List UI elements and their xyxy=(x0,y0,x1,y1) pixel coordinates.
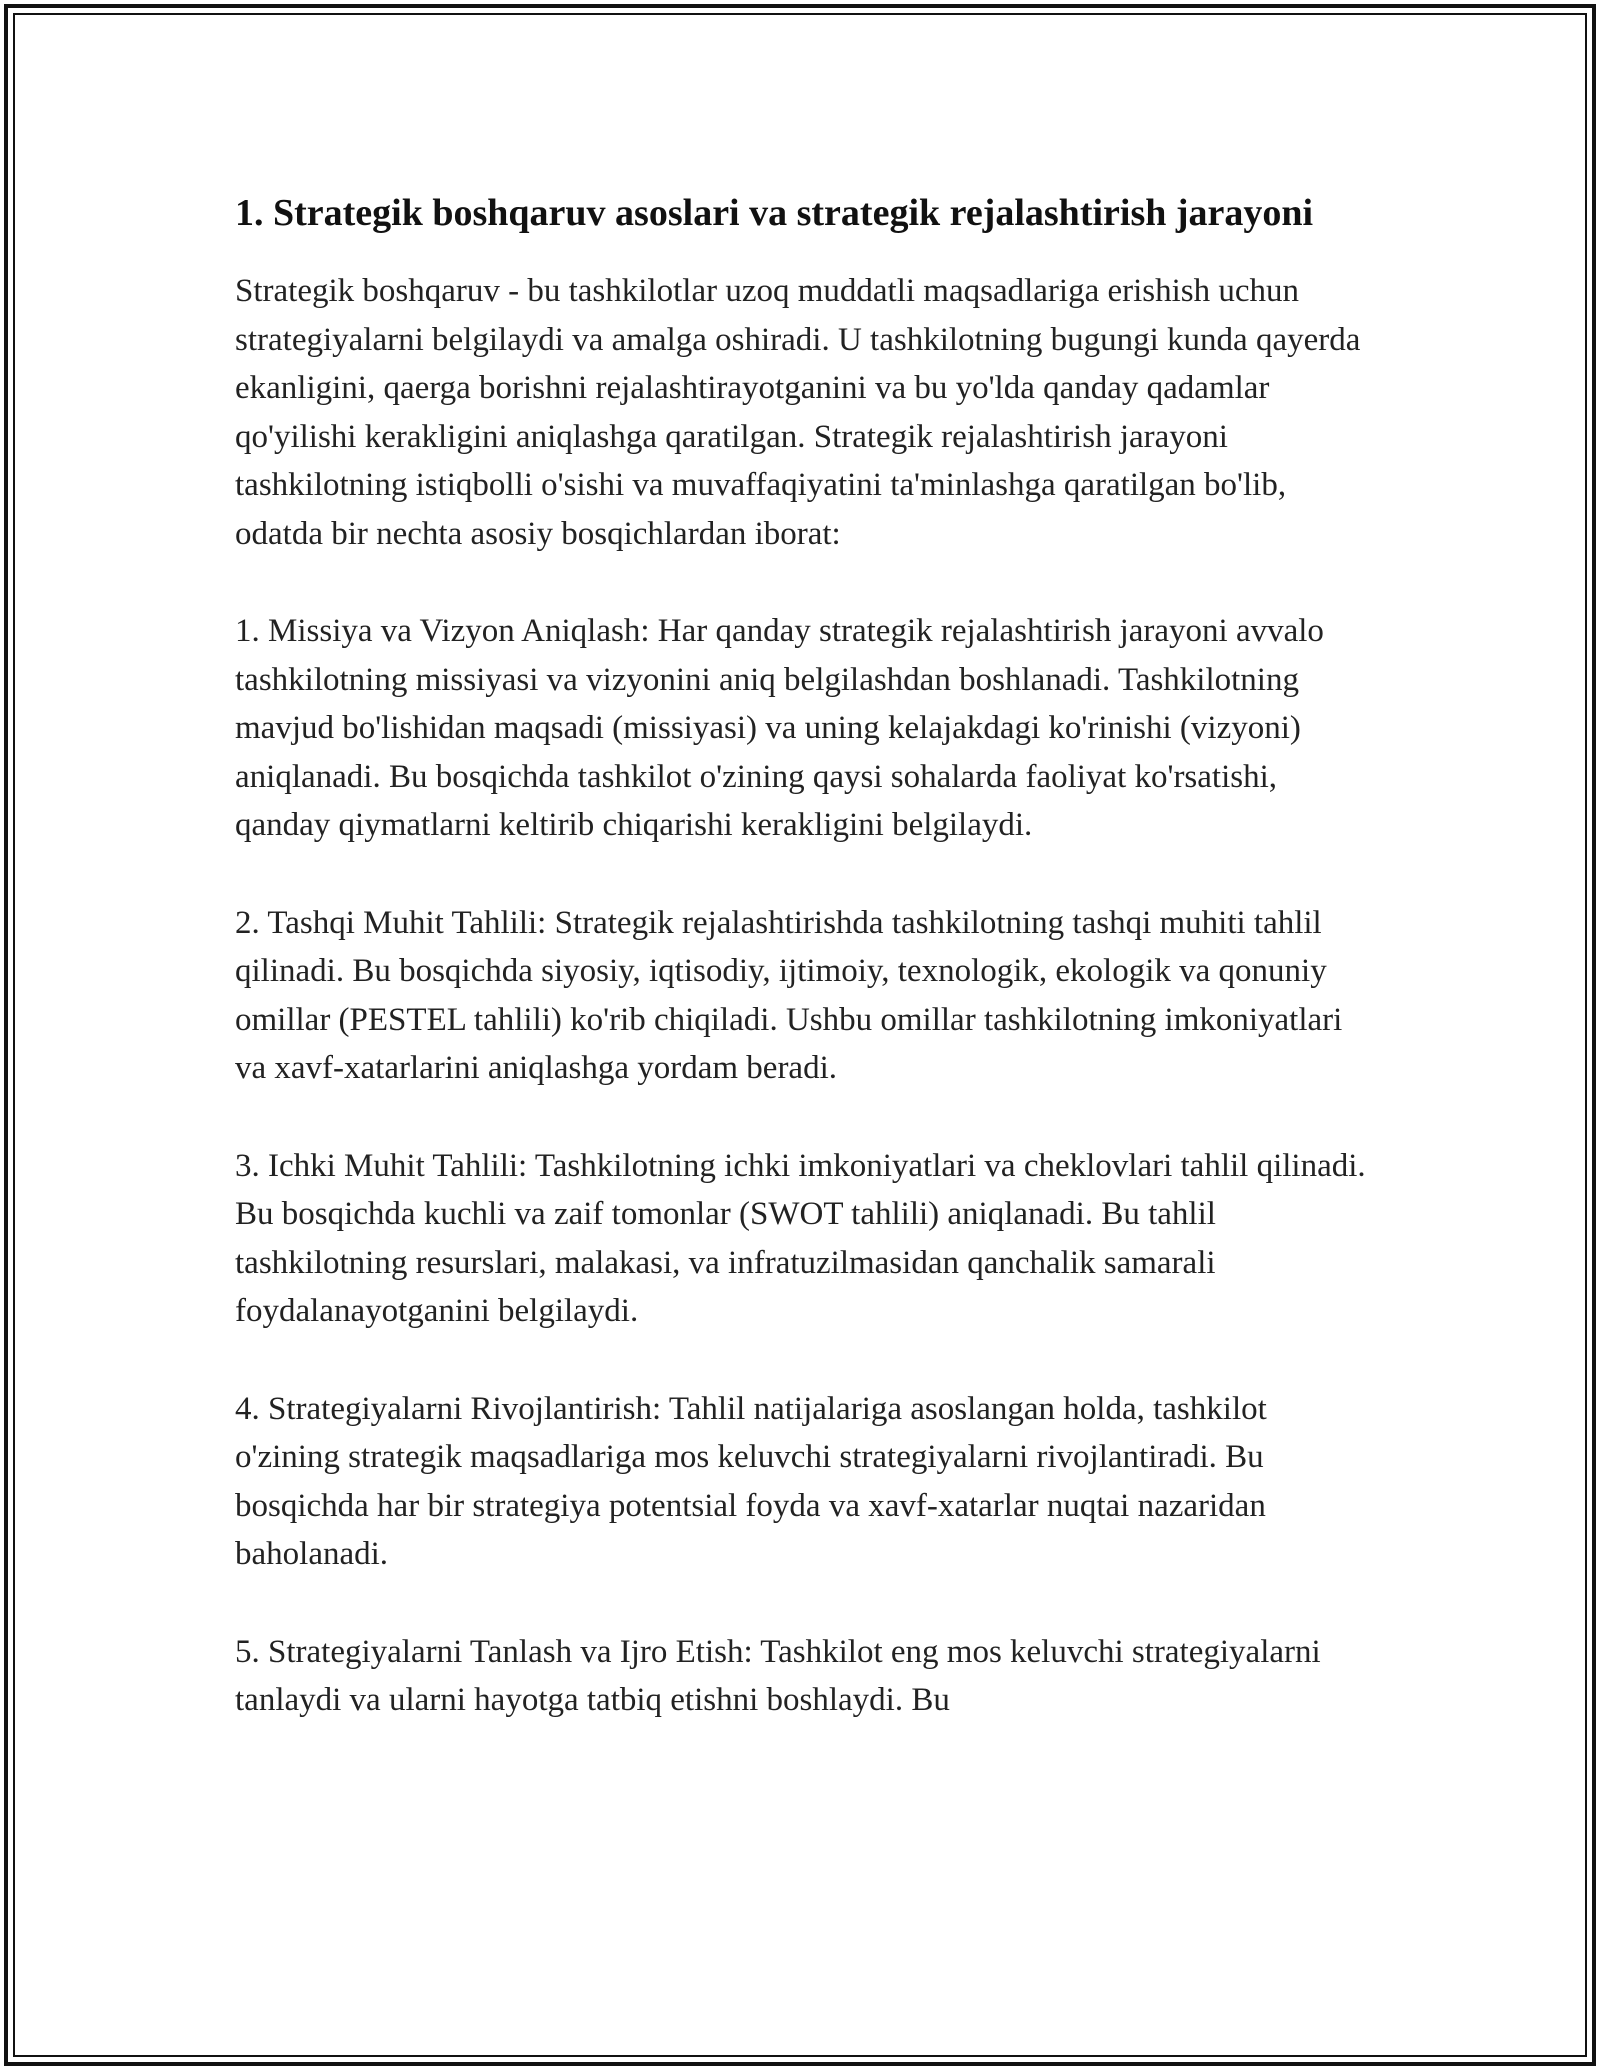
step-3-internal-analysis: 3. Ichki Muhit Tahlili: Tashkilotning ichki imkoniyatlari va cheklovlari tahlil qilinadi. Bu bosqichda kuchli va zaif tomonlar (SWOT tahlili) aniqlanadi. Bu tahlil tashkilotning resurslari, malakasi, va infratuzilmasidan qanchalik samarali foydalanayotganini belgilaydi. xyxy=(235,1147,1366,1329)
step-2-external-analysis: 2. Tashqi Muhit Tahlili: Strategik rejalashtirishda tashkilotning tashqi muhiti tahlil qilinadi. Bu bosqichda siyosiy, iqtisodiy, ijtimoiy, texnologik, ekologik va qonuniy omillar (PESTEL tahlili) ko'rib chiqiladi. Ushbu omillar tashkilotning imkoniyatlari va xavf-xatarlarini aniqlashga yordam beradi. xyxy=(235,904,1343,1086)
step-5-strategy-selection: 5. Strategiyalarni Tanlash va Ijro Etish: Tashkilot eng mos keluvchi strategiyalarni tanlaydi va ularni hayotga tatbiq etishni boshlaydi. Bu xyxy=(235,1633,1321,1718)
section-title: 1. Strategik boshqaruv asoslari va strategik rejalashtirish jarayoni xyxy=(235,192,1314,234)
intro-paragraph: Strategik boshqaruv - bu tashkilotlar uzoq muddatli maqsadlariga erishish uchun strategiyalarni belgilaydi va amalga oshiradi. U tashkilotning bugungi kunda qayerda ekanligini, qaerga borishni rejalashtirayotganini va bu yo'lda qanday qadamlar qo'yilishi kerakligini aniqlashga qaratilgan. Strategik rejalashtirish jarayoni tashkilotning istiqbolli o'sishi va muvaffaqiyatini ta'minlashga qaratilgan bo'lib, odatda bir nechta asosiy bosqichlardan iborat: xyxy=(235,273,1361,552)
document-body xyxy=(235,186,1375,1774)
step-4-strategy-development: 4. Strategiyalarni Rivojlantirish: Tahlil natijalariga asoslangan holda, tashkilot o'zining strategik maqsadlariga mos keluvchi strategiyalarni rivojlantiradi. Bu bosqichda har bir strategiya potentsial foyda va xavf-xatarlar nuqtai nazaridan baholanadi. xyxy=(235,1390,1267,1572)
step-1-mission-vision: 1. Missiya va Vizyon Aniqlash: Har qanday strategik rejalashtirish jarayoni avvalo tashkilotning missiyasi va vizyonini aniq belgilashdan boshlanadi. Tashkilotning mavjud bo'lishidan maqsadi (missiyasi) va uning kelajakdagi ko'rinishi (vizyoni) aniqlanadi. Bu bosqichda tashkilot o'zining qaysi sohalarda faoliyat ko'rsatishi, qanday qiymatlarni keltirib chiqarishi kerakligini belgilaydi. xyxy=(235,613,1324,843)
